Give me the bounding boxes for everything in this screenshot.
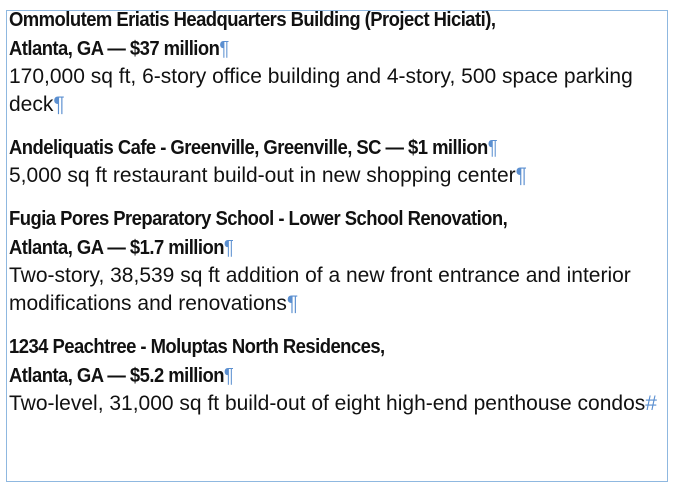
pilcrow-mark: ¶: [286, 292, 299, 315]
project-entry: [9, 332, 675, 418]
project-heading: [9, 133, 675, 162]
project-title-line: [9, 133, 675, 162]
pilcrow-mark: ¶: [219, 37, 229, 60]
pilcrow-mark: ¶: [223, 364, 234, 387]
project-description: [9, 390, 675, 418]
project-entry: [9, 5, 675, 119]
project-description: [9, 262, 675, 318]
pilcrow-mark: ¶: [487, 136, 498, 159]
project-description-text: 5,000 sq ft restaurant build-out in new shopping center: [9, 164, 516, 187]
project-title-line: Ommolutem Eriatis Headquarters Building (Project Hiciati),: [9, 8, 496, 31]
end-of-story-mark: #: [645, 392, 657, 415]
pilcrow-mark: ¶: [515, 164, 527, 187]
project-location-cost: [9, 233, 675, 262]
project-entry: [9, 133, 675, 190]
project-title-line: 1234 Peachtree - Moluptas North Residences,: [9, 335, 385, 358]
project-heading: [9, 332, 675, 390]
text-flow[interactable]: [9, 5, 675, 432]
project-description-text: Two-story, 38,539 sq ft addition of a new front entrance and interior modifications and renovations: [9, 264, 631, 315]
project-location-cost-text: Atlanta, GA — $37 million: [9, 37, 220, 60]
project-location-cost-text: Atlanta, GA — $1.7 million: [9, 236, 224, 259]
pilcrow-mark: ¶: [223, 236, 234, 259]
project-description-text: 170,000 sq ft, 6-story office building and 4-story, 500 space parking deck: [9, 65, 633, 116]
project-description: [9, 162, 675, 190]
pilcrow-mark: ¶: [53, 93, 65, 116]
project-description-text: Two-level, 31,000 sq ft build-out of eight high-end penthouse condos: [9, 392, 646, 415]
project-heading: [9, 5, 675, 63]
project-heading: [9, 204, 675, 262]
project-title-line: Fugia Pores Preparatory School - Lower School Renovation,: [9, 207, 508, 230]
project-location-cost: [9, 361, 675, 390]
project-location-cost-text: Atlanta, GA — $5.2 million: [9, 364, 224, 387]
project-entry: [9, 204, 675, 318]
project-title-text: Andeliquatis Cafe - Greenville, Greenville, SC — $1 million: [9, 136, 488, 159]
project-location-cost: [9, 34, 675, 63]
project-description: [9, 63, 675, 119]
